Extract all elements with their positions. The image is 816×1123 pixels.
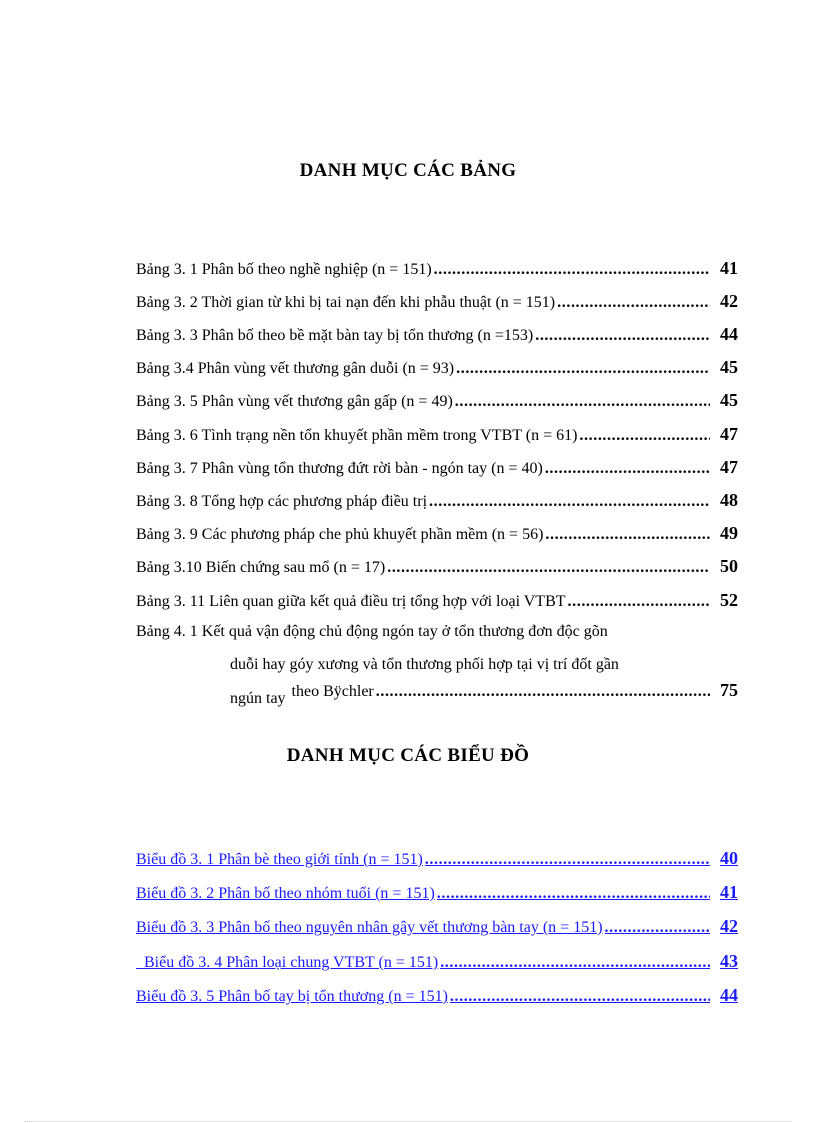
toc-chart-entry-3-3[interactable] [136,916,738,940]
toc-page-number: 41 [720,882,738,902]
toc-leader-dots [545,460,710,478]
toc-page-number: 45 [720,390,738,410]
toc-page-number: 43 [720,951,738,971]
toc-entry-text: Bảng 3. 1 Phân bố theo nghề nghiệp (n = 151) [136,261,432,278]
toc-page-number: 42 [720,916,738,936]
toc-entry-text: Biểu đồ 3. 3 Phân bố theo nguyên nhân gây vết thương bàn tay (n = 151) [136,919,603,936]
toc-leader-dots [450,988,710,1006]
toc-page-number: 75 [720,680,738,700]
toc-table-entry-3-7[interactable] [136,457,738,481]
toc-entry-text: Bảng 3. 8 Tổng hợp các phương pháp điều trị [136,493,428,510]
toc-entry-text: Bảng 3.10 Biến chứng sau mổ (n = 17) [136,559,386,576]
toc-entry-text: Biểu đồ 3. 1 Phân bè theo giới tính (n = 151) [136,851,423,868]
toc-entry-text: Bảng 3. 11 Liên quan giữa kết quả điều trị tổng hợp với loại VTBT [136,593,566,610]
toc-page-number: 50 [720,556,738,576]
toc-leader-dots [557,294,710,312]
toc-table-entry-3-9[interactable] [136,523,738,547]
toc-page-number: 44 [720,985,738,1005]
toc-entry-text: Bảng 3. 3 Phân bố theo bề mặt bàn tay bị tổn thương (n =153) [136,327,534,344]
toc-table-entry-3-4[interactable] [136,357,738,381]
toc-page-number: 48 [720,490,738,510]
toc-entry-text: Bảng 3. 5 Phân vùng vết thương gân gấp (n = 49) [136,393,453,410]
toc-page-number: 45 [720,357,738,377]
toc-leader-dots [605,919,710,937]
toc-page-number: 52 [720,590,738,610]
toc-table-entry-3-2[interactable] [136,291,738,315]
toc-table-entry-3-1[interactable] [136,258,738,282]
toc-chart-entry-3-5[interactable] [136,985,738,1009]
toc-chart-entry-3-1[interactable] [136,848,738,872]
toc-entry-text: Bảng 3.4 Phân vùng vết thương gân duỗi (n = 93) [136,360,455,377]
toc-entry-text: Biểu đồ 3. 2 Phân bố theo nhóm tuổi (n = 151) [136,885,435,902]
toc-page-number: 42 [720,291,738,311]
toc-entry-text-line2: duỗi hay góy xương và tổn thương phối hợp tại vị trí đốt gần [230,656,619,673]
toc-leader-dots [376,683,710,701]
toc-leader-dots [434,261,710,279]
toc-entry-text: Bảng 3. 2 Thời gian từ khi bị tai nạn đến khi phẫu thuật (n = 151) [136,294,556,311]
toc-table-entry-3-11[interactable] [136,590,738,614]
toc-leader-dots [425,851,710,869]
toc-leader-dots [440,954,710,972]
toc-entry-text-line3: ngún tay [230,690,286,707]
toc-table-entry-3-3[interactable] [136,324,738,348]
toc-entry-text: Bảng 3. 6 Tình trạng nền tổn khuyết phần mềm trong VTBT (n = 61) [136,427,578,444]
toc-page-number: 44 [720,324,738,344]
toc-leader-dots [455,393,710,411]
toc-entry-text: Bảng 3. 7 Phân vùng tổn thương đứt rời bàn - ngón tay (n = 40) [136,460,543,477]
charts-heading: DANH MỤC CÁC BIỂU ĐỒ [286,745,530,766]
toc-table-entry-3-5[interactable] [136,390,738,414]
toc-leader-dots [535,327,710,345]
toc-chart-entry-3-2[interactable] [136,882,738,906]
toc-table-entry-3-8[interactable] [136,490,738,514]
toc-page-number: 47 [720,424,738,444]
toc-entry-text-line1: Bảng 4. 1 Kết quả vận động chủ động ngón tay ở tổn thương đơn độc gõn [136,623,608,640]
toc-leader-dots [387,559,710,577]
page-bottom-divider [24,1121,792,1122]
toc-table-entry-3-10[interactable] [136,556,738,580]
toc-leader-dots [568,593,710,611]
toc-leader-dots [456,360,710,378]
toc-entry-text: Biểu đồ 3. 5 Phân bố tay bị tổn thương (n = 151) [136,988,448,1005]
toc-leader-dots [437,885,710,903]
toc-leader-dots [545,526,710,544]
toc-entry-text: Bảng 3. 9 Các phương pháp che phủ khuyết phần mềm (n = 56) [136,526,544,543]
toc-page-number: 41 [720,258,738,278]
toc-page-number: 40 [720,848,738,868]
toc-entry-text: Biểu đồ 3. 4 Phân loại chung VTBT (n = 151) [136,954,439,971]
toc-chart-entry-3-4[interactable] [136,951,738,975]
toc-entry-text-line3b: theo Bÿchler [291,683,374,700]
toc-entry-last-line [230,680,738,707]
toc-page-number: 49 [720,523,738,543]
toc-leader-dots [579,427,710,445]
toc-leader-dots [429,493,710,511]
toc-table-entry-3-6[interactable] [136,424,738,448]
toc-page-number: 47 [720,457,738,477]
tables-heading: DANH MỤC CÁC BẢNG [299,160,517,181]
